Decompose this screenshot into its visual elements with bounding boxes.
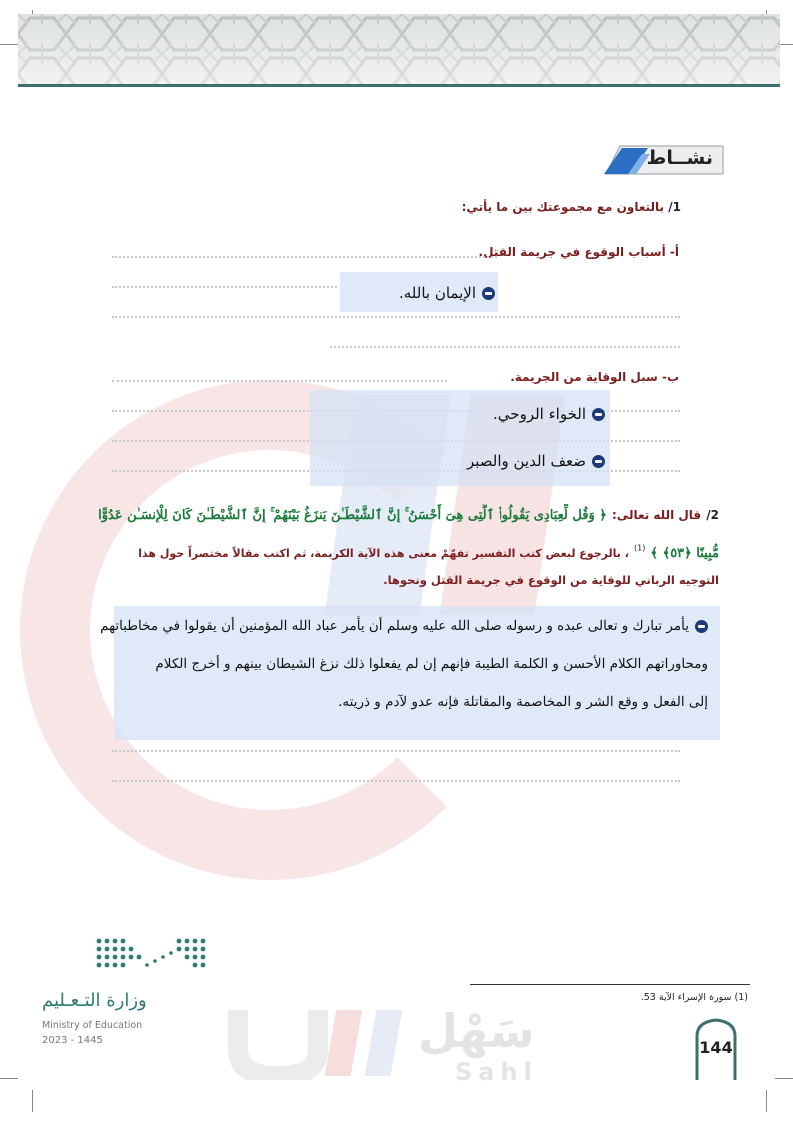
q2-verse-row-1 [69, 504, 719, 523]
q1-a-dotted-line-3 [112, 316, 680, 318]
header-rule [18, 84, 780, 87]
activity-tab [600, 144, 725, 176]
q2-answer-line-2: ومحاوراتهم الكلام الأحسن و الكلمة الطيبة فإنهم إن لم يفعلوا ذلك نزغ الشيطان بينهم و أخرج الكلام [155, 656, 708, 672]
answer-bullet-icon [695, 620, 708, 633]
crop-mark-br-v [766, 1090, 767, 1112]
ministry-name-arabic: وزارة التـعـليم [42, 990, 147, 1011]
q1-number: 1/ [668, 200, 681, 214]
q1-a-dotted-line-1 [112, 256, 497, 258]
q1-a-dotted-line-2 [112, 286, 337, 288]
q2-instruction-line-2: التوجيه الرباني للوقاية من الوقوع في جريمة القتل ونحوها. [383, 573, 719, 587]
q1-b-answer-2-text: ضعف الدين والصبر [466, 452, 586, 470]
crop-mark-tl-h [0, 44, 18, 45]
ministry-year: 2023 - 1445 [42, 1035, 103, 1046]
q1-b-dotted-line-1 [112, 380, 447, 382]
crop-mark-bl-h [0, 1078, 18, 1079]
q2-instruction-line-1: ، بالرجوع لبعض كتب التفسير تفهّمْ معنى هذه الآية الكريمة، ثم اكتب مقالاً مختصراً حول هذا [138, 547, 629, 560]
q1-a-label: أ- أسباب الوقوع في جريمة القتل. [478, 245, 679, 259]
q1-prompt [462, 200, 681, 214]
crop-mark-bl-v [32, 1090, 33, 1112]
q1-a-dotted-line-4 [330, 346, 680, 348]
q2-footnote-mark: (1) [633, 543, 646, 553]
sahl-watermark-latin: Sahl [455, 1058, 538, 1086]
page-number: 144 [699, 1038, 733, 1057]
q2-answer-line-3: إلى الفعل و وقع الشر و المخاصمة والمقاتلة فإنه عدو لآدم و ذريته. [338, 694, 708, 710]
ministry-name-english: Ministry of Education [42, 1020, 143, 1031]
q1-b-label: ب- سبل الوقاية من الجريمة. [510, 370, 679, 384]
q1-b-answer-2 [467, 452, 605, 470]
sahl-watermark-logo [228, 1000, 408, 1080]
q1-a-answer-1 [399, 284, 495, 302]
q1-a-answer-1-text: الإيمان بالله. [398, 284, 476, 302]
q2-verse-row-2 [69, 542, 719, 561]
q2-number: 2/ [706, 508, 719, 522]
sahl-watermark-arabic: سَهْل [418, 1004, 535, 1058]
crop-mark-br-h [775, 1078, 793, 1079]
q1-b-answer-1-text: الخواء الروحي. [493, 405, 586, 423]
q2-answer-line-1-text: يأمر تبارك و تعالى عبده و رسوله صلى الله عليه وسلم أن يأمر عباد الله المؤمنين أن يقولوا في مخاطباتهم [100, 618, 689, 634]
q1-b-answer-1 [493, 405, 605, 423]
footnote-rule [470, 984, 750, 985]
ministry-logo-dots [95, 936, 210, 972]
q1-prompt-text: بالتعاون مع مجموعتك بين ما يأتي: [461, 200, 665, 214]
page-number-holder [694, 1018, 738, 1082]
q2-verse-line-1: ﴿ وَقُل لِّعِبَادِى يَقُولُوا۟ ٱلَّتِى هِىَ أَحْسَنُ ۚ إِنَّ ٱلشَّيْطَـٰنَ يَنزَغُ بَيْنَهُمْ ۚ إِنَّ ٱلشَّيْطَـٰنَ كَانَ لِلْإِنسَـٰنِ عَدُوًّا [98, 508, 607, 523]
activity-label: نشــاط [646, 147, 713, 169]
q2-dotted-line-2 [112, 780, 680, 782]
q2-intro: قال الله تعالى: [612, 508, 702, 522]
q2-answer-box [100, 606, 720, 740]
answer-bullet-icon [592, 455, 605, 468]
answer-bullet-icon [592, 408, 605, 421]
answer-bullet-icon [482, 287, 495, 300]
q2-dotted-line-1 [112, 750, 680, 752]
q2-answer-line-1 [100, 618, 708, 634]
header-pattern-band [18, 14, 780, 84]
q2-verse-line-2: مُّبِينًا ﴿٥٣﴾ ﴾ [650, 546, 719, 561]
footnote: (1) سورة الإسراء الآية 53. [640, 992, 748, 1003]
